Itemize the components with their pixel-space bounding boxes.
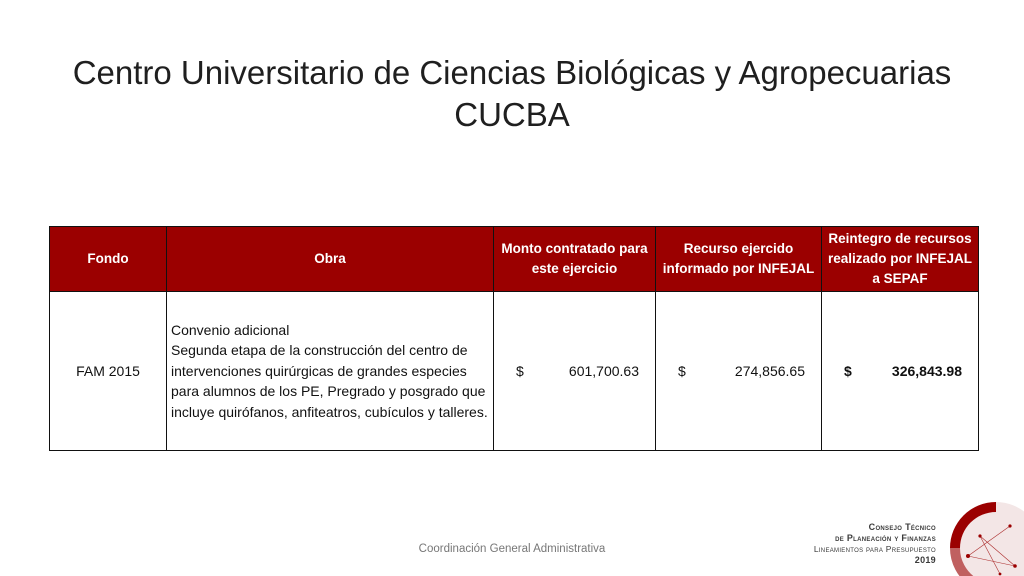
obra-line-1: Convenio adicional [171, 321, 290, 338]
header-recurso-ejercido: Recurso ejercido informado por INFEJAL [656, 227, 822, 292]
logo-text [814, 522, 936, 566]
cell-monto-contratado [494, 292, 656, 451]
obra-line-2: Segunda etapa de la construcción del centro de intervenciones quirúrgicas de grandes especies para alumnos de los PE, Pregrado y posgrado que incluye quirófanos, anfiteatros, cubículos y talleres. [171, 342, 488, 420]
cell-fondo: FAM 2015 [50, 292, 167, 451]
logo-year: 2019 [914, 555, 936, 565]
table-row [50, 292, 979, 451]
footer-text: Coordinación General Administrativa [418, 543, 606, 555]
title-line-2: CUCBA [454, 96, 570, 133]
header-fondo: Fondo [50, 227, 167, 292]
fund-table [49, 226, 979, 451]
page-title [0, 52, 1024, 136]
logo-line-2: de Planeación y Finanzas [835, 533, 936, 543]
header-reintegro: Reintegro de recursos realizado por INFEJAL a SEPAF [822, 227, 979, 292]
table-header-row [50, 227, 979, 292]
title-line-1: Centro Universitario de Ciencias Biológicas y Agropecuarias [72, 54, 952, 91]
cell-reintegro [822, 292, 979, 451]
recurso-ejercido-value: 274,856.65 [734, 362, 805, 379]
header-obra: Obra [167, 227, 494, 292]
header-monto-contratado: Monto contratado para este ejercicio [494, 227, 656, 292]
currency-symbol: $ [844, 362, 852, 379]
monto-contratado-value: 601,700.63 [568, 362, 639, 379]
logo-line-3: Lineamientos para Presupuesto [813, 544, 936, 554]
cell-obra [167, 292, 494, 451]
currency-symbol: $ [678, 362, 686, 379]
logo-line-1: Consejo Técnico [868, 522, 936, 532]
cell-recurso-ejercido [656, 292, 822, 451]
reintegro-value: 326,843.98 [891, 362, 962, 379]
currency-symbol: $ [516, 362, 524, 379]
